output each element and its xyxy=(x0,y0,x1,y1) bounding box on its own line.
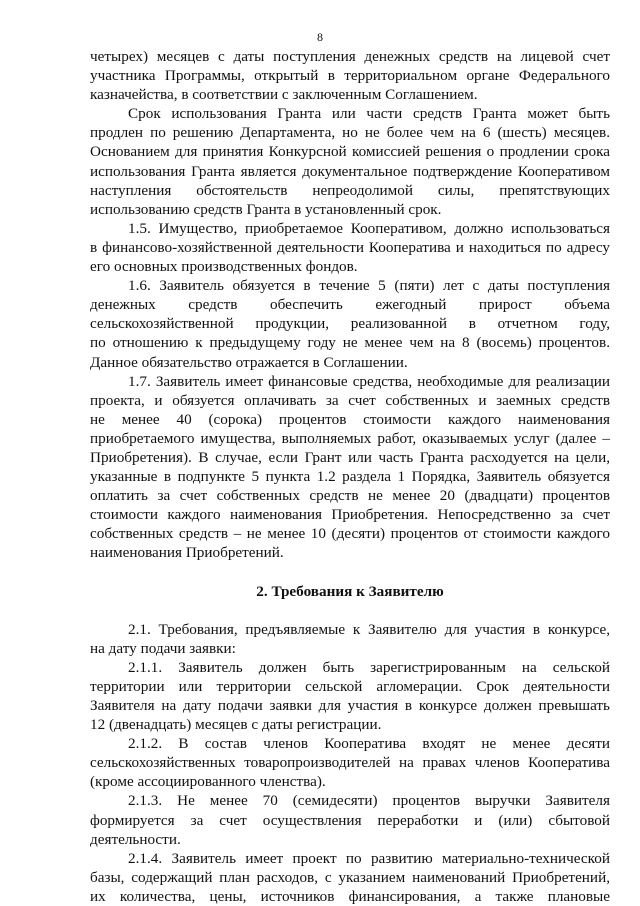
paragraph-2-1-4 xyxy=(90,849,610,906)
text-line: 2.1. Требования, предъявляемые к Заявителю для участия в конкурсе, xyxy=(128,620,610,638)
text-line: денежных средств обеспечить ежегодный прирост объема xyxy=(90,296,610,314)
page-number: 8 xyxy=(317,30,323,44)
text-line: Приобретения). В случае, если Грант или часть Гранта расходуется на цели, xyxy=(90,448,610,466)
text-line: казначейства, в соответствии с заключенным Соглашением. xyxy=(90,86,478,104)
text-line: не менее 40 (сорока) процентов стоимости каждого наименования xyxy=(90,410,610,428)
document-body xyxy=(90,47,610,906)
paragraph-2-1-2 xyxy=(90,734,610,791)
text-line: деятельности. xyxy=(90,830,181,848)
text-line: собственных средств – не менее 10 (десяти) процентов от стоимости каждого xyxy=(90,525,610,543)
paragraph-2-1-1 xyxy=(90,658,610,734)
text-line: четырех) месяцев с даты поступления денежных средств на лицевой счет xyxy=(90,48,610,65)
text-line: проекта, и обязуется оплачивать за счет собственных и заемных средств xyxy=(90,391,610,409)
text-line: использования Гранта является документальное подтверждение Кооперативом xyxy=(90,162,610,180)
text-line: продлен по решению Департамента, но не более чем на 6 (шесть) месяцев. xyxy=(90,124,610,142)
text-line: 2.1.2. В состав членов Кооператива входят не менее десяти xyxy=(128,735,610,753)
text-line: оплатить за счет собственных средств не менее 20 (двадцати) процентов xyxy=(90,487,610,505)
text-line: их количества, цены, источников финансирования, а также плановые xyxy=(90,887,610,905)
text-line: его основных производственных фондов. xyxy=(90,258,358,276)
text-line: сельскохозяйственной продукции, реализованной в отчетном году, xyxy=(90,315,610,333)
spacer xyxy=(90,563,610,582)
text-line: Срок использования Гранта или части средств Гранта может быть xyxy=(128,105,610,123)
text-line: использованию средств Гранта в установленный срок. xyxy=(90,200,442,218)
text-line: 1.5. Имущество, приобретаемое Кооперативом, должно использоваться xyxy=(128,219,610,237)
spacer xyxy=(90,601,610,620)
text-line: наступления обстоятельств непреодолимой силы, препятствующих xyxy=(90,181,610,199)
text-line: Заявителя на дату подачи заявки для участия в конкурсе должен превышать xyxy=(90,697,610,714)
text-line: базы, содержащий план расходов, с указанием наименований Приобретений, xyxy=(90,868,610,886)
text-line: наименования Приобретений. xyxy=(90,544,284,562)
text-line: (кроме ассоциированного членства). xyxy=(90,773,326,791)
text-line: на дату подачи заявки: xyxy=(90,639,236,657)
text-line: участника Программы, открытый в территориальном органе Федерального xyxy=(90,67,610,85)
paragraph-intro-continuation xyxy=(90,47,610,104)
text-line: стоимости каждого наименования Приобретения. Непосредственно за счет xyxy=(90,506,610,524)
paragraph-1-7 xyxy=(90,372,610,563)
text-line: в финансово-хозяйственной деятельности Кооператива и находиться по адресу xyxy=(90,238,610,256)
text-line: по отношению к предыдущему году не менее чем на 8 (восемь) процентов. xyxy=(90,334,610,352)
text-line: 2.1.1. Заявитель должен быть зарегистрированным на сельской xyxy=(128,658,610,676)
paragraph-1-5 xyxy=(90,219,610,276)
text-line: 2.1.4. Заявитель имеет проект по развитию материально-технической xyxy=(128,849,610,867)
text-line: 12 (двенадцать) месяцев с даты регистрации. xyxy=(90,716,382,734)
text-line: формируется за счет осуществления переработки и (или) сбытовой xyxy=(90,811,610,829)
text-line: сельскохозяйственных товаропроизводителей на правах членов Кооператива xyxy=(90,754,610,772)
text-line: 1.6. Заявитель обязуется в течение 5 (пяти) лет с даты поступления xyxy=(128,277,610,295)
paragraph-grant-extension xyxy=(90,104,610,219)
text-line: территории или территории сельской агломерации. Срок деятельности xyxy=(90,677,610,695)
text-line: приобретаемого имущества, выполняемых работ, оказываемых услуг (далее – xyxy=(90,429,610,447)
text-line: Данное обязательство отражается в Соглашении. xyxy=(90,353,408,371)
text-line: Основанием для принятия Конкурсной комиссией решения о продлении срока xyxy=(90,143,610,161)
text-line: 1.7. Заявитель имеет финансовые средства, необходимые для реализации xyxy=(128,372,610,390)
section-2-title: 2. Требования к Заявителю xyxy=(256,582,444,600)
paragraph-2-1-3 xyxy=(90,791,610,848)
text-line: 2.1.3. Не менее 70 (семидесяти) процентов выручки Заявителя xyxy=(128,792,610,810)
text-line: указанные в подпункте 5 пункта 1.2 раздела 1 Порядка, Заявитель обязуется xyxy=(90,468,610,486)
paragraph-1-6 xyxy=(90,276,610,371)
paragraph-2-1 xyxy=(90,620,610,658)
